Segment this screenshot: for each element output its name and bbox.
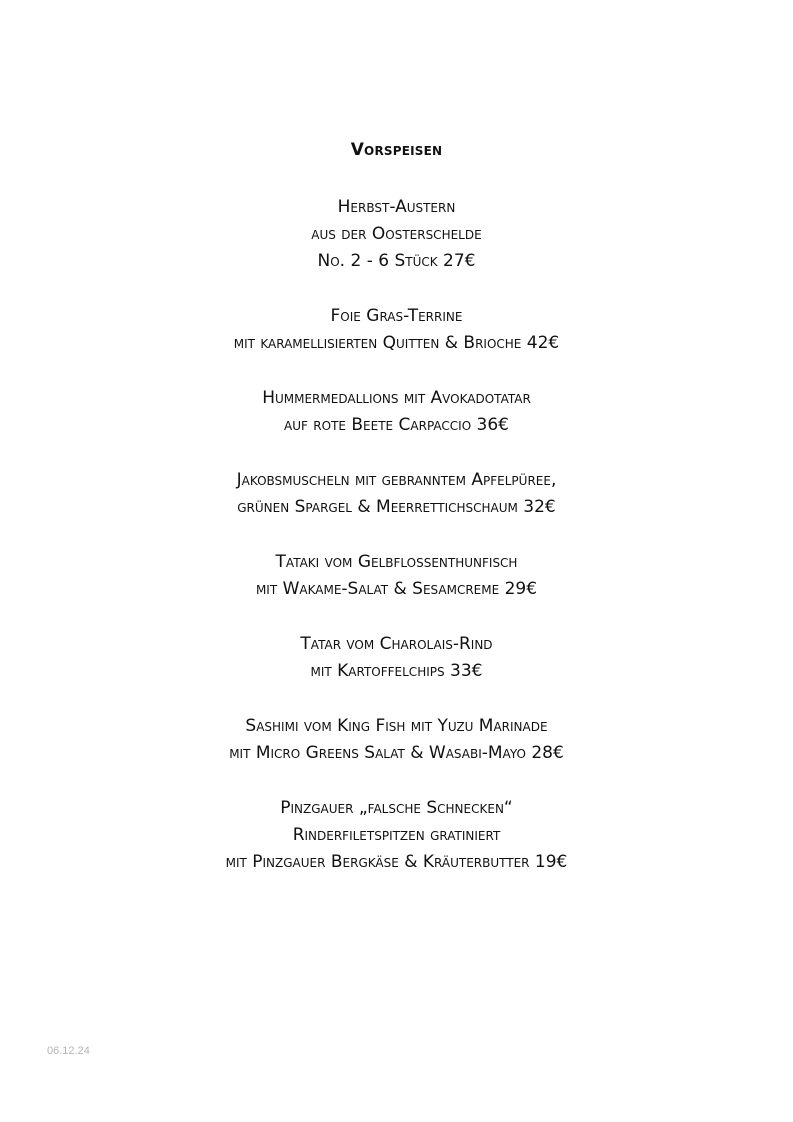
menu-item-tataki [0,549,793,603]
menu-item-line: Sashimi vom King Fish mit Yuzu Marinade [245,716,548,736]
menu-item-line: Tatar vom Charolais-Rind [300,634,493,654]
menu-item-line: No. 2 - 6 Stück 27€ [317,251,476,271]
menu-item-line: mit Micro Greens Salat & Wasabi-Mayo 28€ [229,743,564,763]
menu-item-tatar [0,631,793,685]
menu-items [0,194,793,876]
menu-item-jakobsmuscheln [0,467,793,521]
menu-item-line: Herbst-Austern [337,197,456,217]
footer-date: 06.12.24 [47,1045,90,1057]
menu-item-line: Rinderfiletspitzen gratiniert [292,825,501,845]
menu-item-line: mit Pinzgauer Bergkäse & Kräuterbutter 19€ [225,852,568,872]
menu-item-line: Hummermedallions mit Avokadotatar [262,388,531,408]
menu-item-foie-gras [0,303,793,357]
menu-item-line: mit Wakame-Salat & Sesamcreme 29€ [255,579,538,599]
menu-item-pinzgauer-schnecken [0,795,793,876]
menu-item-line: Tataki vom Gelbflossenthunfisch [275,552,518,572]
menu-item-line: Jakobsmuscheln mit gebranntem Apfelpüree, [236,470,557,490]
menu-item-herbst-austern [0,194,793,275]
menu-item-hummermedallions [0,385,793,439]
menu-item-line: mit karamellisierten Quitten & Brioche 42€ [233,333,560,353]
menu-item-line: grünen Spargel & Meerrettichschaum 32€ [237,497,556,517]
menu-item-sashimi [0,713,793,767]
menu-page [0,138,793,904]
menu-item-line: Foie Gras-Terrine [330,306,463,326]
section-title: Vorspeisen [350,140,443,160]
menu-item-line: auf rote Beete Carpaccio 36€ [283,415,510,435]
menu-item-line: mit Kartoffelchips 33€ [310,661,483,681]
menu-item-line: Pinzgauer „falsche Schnecken“ [280,798,513,818]
menu-item-line: aus der Oosterschelde [311,224,482,244]
